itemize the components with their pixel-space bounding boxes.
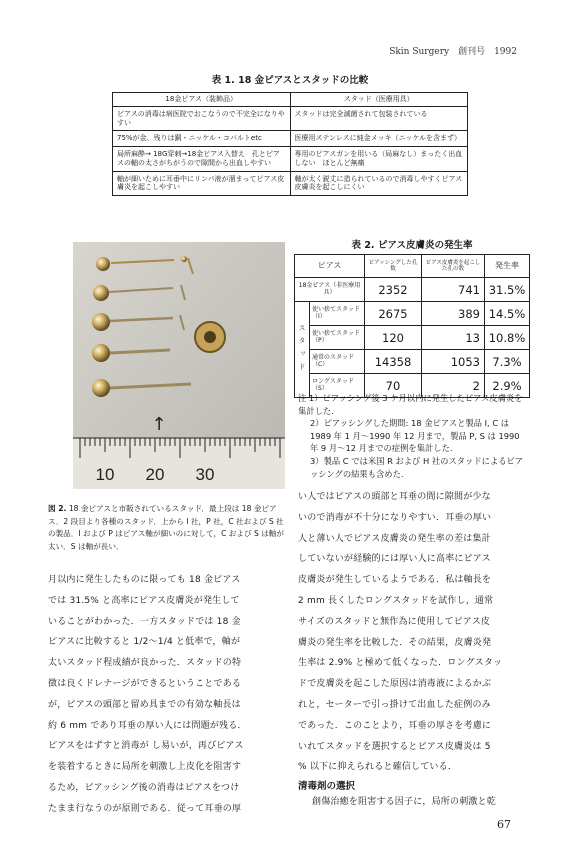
text-line: いることがわかった．一方スタッドでは 18 金 — [48, 616, 241, 627]
table2-value: 2675 — [365, 302, 422, 326]
text-line: していないが経験的には厚い人に高率にピアス — [298, 554, 491, 565]
table-row — [113, 106, 468, 131]
table2-value: 7.3% — [485, 350, 530, 374]
text-line: 皮膚炎が発生しているようである．私は軸長を — [298, 575, 492, 586]
table-notes — [298, 392, 530, 480]
table2-value: 10.8% — [485, 326, 530, 350]
table2-header: 発生率 — [485, 255, 530, 278]
text-line: れと，セーターで引っ掛けて出血した症例のみ — [298, 699, 491, 710]
table2-value: 2 — [422, 374, 485, 398]
text-line: 膚炎の発生率を比較した．その結果，皮膚炎発 — [298, 637, 492, 648]
table2-header: ピアス皮膚炎を起こした孔の数 — [422, 255, 485, 278]
text-line: 生率は 2.9% と極めて低くなった．ロングスタッ — [298, 658, 503, 669]
text-line: が，ピアスの頭部と留め具までの有効な軸長は — [48, 699, 241, 710]
ruler-label: 30 — [195, 465, 215, 484]
text-line: ピアスに比較すると 1/2〜1/4 と低率で，軸が — [48, 637, 241, 648]
table1-cell: ピアスの消毒は病医院でおこなうので不完全になりやすい — [113, 106, 291, 131]
table2-label: ロングスタッド（S） — [310, 374, 365, 398]
table1-cell: 軸が細いために耳垂中にリンパ液が溜まってピアス皮膚炎を起こしやすい — [113, 171, 291, 196]
text-line: 月以内に発生したものに限っても 18 金ピアス — [48, 575, 241, 585]
table2-caption: 表 2. ピアス皮膚炎の発生率 — [351, 240, 473, 251]
text-line: ドで皮膚炎を起こした原因は消毒液によるかぶ — [298, 679, 492, 690]
text-line: 2 mm 長くしたロングスタッドを試作し，通常 — [298, 595, 494, 606]
table2-value: 31.5% — [485, 278, 530, 302]
earring-photo-drawing — [73, 242, 285, 489]
table1-header-right: スタッド（医療用具） — [290, 93, 468, 107]
table2-label: 18金ピアス（非医療用具） — [295, 278, 365, 302]
table2-value: 70 — [365, 374, 422, 398]
incidence-table — [294, 254, 530, 398]
table1-cell: 局所麻酔→ 18G穿刺→18金ピアス入替え 孔とピアスの軸の太さがちがうので隙間から出血しやすい — [113, 147, 291, 172]
ruler-label: 10 — [95, 465, 115, 484]
table-row — [295, 326, 530, 350]
table1-cell: 医療用ステンレスに純金メッキ（ニッケルを含まず） — [290, 131, 468, 147]
earring-photo — [73, 242, 285, 489]
table1-header-left: 18金ピアス（装飾品） — [113, 93, 291, 107]
text-line: いれてスタッドを選択するとピアス皮膚炎は 5 — [298, 741, 491, 752]
table1-cell: 75%が金、残りは銅・ニッケル・コバルトetc — [113, 131, 291, 147]
text-line: 人と薄い人でピアス皮膚炎の発生率の差は集計 — [298, 533, 491, 544]
note-item: 注 1）ピアッシング後 3 ケ月以内に発生したピアス皮膚炎を集計した. — [298, 393, 523, 416]
ear-nut — [195, 322, 225, 352]
table2-value: 2352 — [365, 278, 422, 302]
figure-caption-label: 図 2. — [48, 504, 67, 513]
text-line: % 以下に抑えられると確信している． — [298, 762, 458, 773]
section-heading: 清毒剤の選択 — [298, 781, 356, 792]
text-line: ピアスをはずすと消毒が し易いが，再びピアス — [48, 741, 244, 752]
arrow-icon: ↑ — [151, 414, 167, 435]
text-line: 約 6 mm であり耳垂の厚い人には問題が残る． — [48, 720, 247, 731]
table2-header: ピアス — [295, 255, 365, 278]
text-line: るため，ピアッシング後の消毒はピアスをつけ — [48, 782, 240, 793]
table-row — [295, 350, 530, 374]
table-row — [113, 147, 468, 172]
table1-cell: 軸が太く鋭丈に造られているので消毒しやすくピアス皮膚炎を起こしにくい — [290, 171, 468, 196]
ruler-label: 20 — [145, 465, 165, 484]
note-item: 3）製品 C では米国 R および H 社のスタッドによるピアッシングの結果も含めた. — [310, 455, 524, 479]
table2-value: 2.9% — [485, 374, 530, 398]
table2-value: 741 — [422, 278, 485, 302]
text-line: では 31.5% と高率にピアス皮膚炎が発生して — [48, 595, 240, 606]
comparison-table — [112, 92, 468, 196]
running-header: Skin Surgery 創刊号 1992 — [389, 47, 517, 57]
table1-caption: 表 1. 18 金ピアスとスタッドの比較 — [211, 75, 369, 86]
table-row — [113, 131, 468, 147]
left-column-text — [48, 570, 290, 820]
table1-cell: スタッドは完全滅菌されて包装されている — [290, 106, 468, 131]
table2-value: 389 — [422, 302, 485, 326]
table-row — [113, 171, 468, 196]
note-item: 2）ピアッシングした期間: 18 金ピアスと製品 I, C は1989 年 1 月〜1990 年 12 月まで，製品 P, S は 1990 年 9 月〜12 月までの症例を集計した. — [310, 418, 520, 454]
figure-caption — [48, 503, 286, 553]
page-number: 67 — [497, 818, 511, 831]
right-column-text — [298, 487, 538, 778]
text-line: であった．このことより，耳垂の厚さを考慮に — [298, 720, 492, 731]
table2-label: 通常のスタッド（C） — [310, 350, 365, 374]
table-row — [295, 278, 530, 302]
table2-value: 13 — [422, 326, 485, 350]
text-line: 徴は良くドレナージができるということである — [48, 678, 242, 689]
table2-value: 14.5% — [485, 302, 530, 326]
text-line: サイズのスタッドと無作為に使用してピアス皮 — [298, 616, 491, 627]
text-line: を装着するときに局所を刺激し上皮化を阻害す — [48, 762, 242, 773]
table2-label: 使い捨てスタッド（P） — [310, 326, 365, 350]
table2-label: 使い捨てスタッド（I） — [310, 302, 365, 326]
table1-cell: 専用のピアスガンを用いる（局麻なし）まったく出血しない ほとんど無痛 — [290, 147, 468, 172]
table2-value: 120 — [365, 326, 422, 350]
table2-value: 14358 — [365, 350, 422, 374]
text-line: い人ではピアスの頭部と耳垂の間に隙間が少な — [298, 492, 491, 502]
text-line: たまま行なうのが原則である．従って耳垂の厚 — [48, 803, 242, 814]
table-row — [295, 302, 530, 326]
text-line: いので消毒が不十分になりやすい．耳垂の厚い — [298, 512, 492, 523]
section-first-line: 創傷治癒を阻害する因子に，局所の刺激と乾 — [312, 797, 497, 807]
table2-value: 1053 — [422, 350, 485, 374]
table2-header: ピアッシングした孔数 — [365, 255, 422, 278]
figure-caption-text: 18 金ピアスと市販されているスタッド．最上段は 18 金ピアス．2 段目より各種のスタッド．上から I 社，P 社，C 社および S 社の製品．I および P はピアス軸が細いのに対して，C および S は軸が太い．S は軸が長い． — [48, 504, 284, 551]
table2-group-label: スタッド — [295, 302, 310, 398]
text-line: 太いスタッド程成績が良かった．スタッドの特 — [48, 658, 242, 669]
